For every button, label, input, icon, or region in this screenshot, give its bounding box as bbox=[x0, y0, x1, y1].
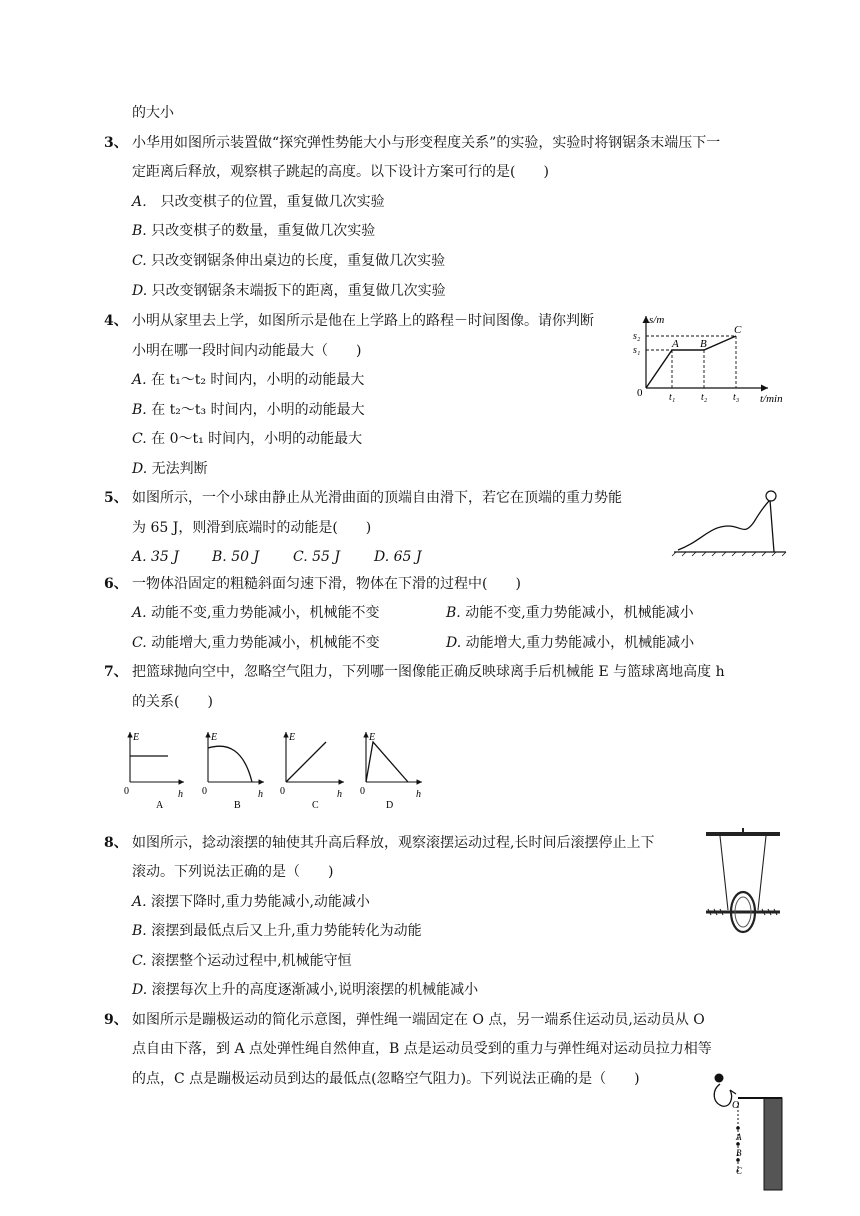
question-8-stem-line-1: 如图所示，捻动滚摆的轴使其升高后释放，观察滚摆运动过程,长时间后滚摆停止上下 bbox=[132, 835, 655, 851]
question-3-option-d[interactable] bbox=[132, 282, 446, 300]
origin-label: 0 bbox=[637, 387, 643, 399]
graph-b-curve bbox=[208, 746, 252, 782]
point-o-label: O bbox=[732, 1100, 740, 1111]
graph-a-origin: 0 bbox=[124, 786, 129, 797]
option-text: 动能增大,重力势能减小，机械能不变 bbox=[151, 635, 380, 651]
option-letter: D. bbox=[132, 283, 148, 299]
graph-c-origin: 0 bbox=[280, 786, 285, 797]
graph-c-ylabel: E bbox=[289, 732, 296, 743]
question-6-option-c[interactable] bbox=[132, 634, 380, 652]
question-5-option-b[interactable]: B. 50 J bbox=[212, 549, 260, 565]
point-c-label: C bbox=[736, 1166, 743, 1176]
t1-label: t₁ bbox=[669, 392, 676, 403]
bungee-figure bbox=[700, 1068, 790, 1194]
option-letter: A． bbox=[132, 194, 157, 210]
path-line bbox=[646, 336, 736, 388]
graph-b-caption: B bbox=[234, 800, 241, 811]
question-8-option-b[interactable] bbox=[132, 922, 422, 940]
graph-d-caption: D bbox=[386, 800, 394, 811]
question-6-option-d[interactable] bbox=[446, 634, 694, 652]
graph-b-ylabel: E bbox=[211, 732, 218, 743]
graph-c-caption: C bbox=[312, 800, 319, 811]
question-4-option-a[interactable] bbox=[132, 371, 364, 389]
question-4-number: 4、 bbox=[104, 313, 128, 329]
graph-a-xlabel: h bbox=[178, 789, 183, 800]
question-8-option-d[interactable] bbox=[132, 981, 478, 999]
option-text: 在 t₁～t₂ 时间内，小明的动能最大 bbox=[151, 372, 365, 388]
option-letter: B. bbox=[132, 402, 147, 418]
option-letter: C. bbox=[132, 953, 147, 969]
question-3-stem-line-2: 定距离后释放，观察棋子跳起的高度。以下设计方案可行的是( ) bbox=[132, 164, 549, 180]
question-3-option-c[interactable] bbox=[132, 252, 445, 270]
ball-icon bbox=[766, 491, 776, 501]
question-6-option-b[interactable] bbox=[446, 604, 694, 622]
continued-text: 的大小 bbox=[132, 105, 174, 121]
option-letter: A. bbox=[132, 894, 147, 910]
jumper-body-icon bbox=[714, 1084, 731, 1106]
question-7-stem-line-1: 把篮球抛向空中，忽略空气阻力，下列哪一图像能正确反映球离手后机械能 E 与篮球离地高度 h bbox=[132, 664, 725, 680]
question-9-number: 9、 bbox=[104, 1012, 128, 1028]
question-4-option-d[interactable] bbox=[132, 460, 208, 478]
graph-c-line bbox=[286, 742, 326, 782]
question-5-option-a[interactable]: A. 35 J bbox=[132, 549, 179, 565]
question-4-option-c[interactable] bbox=[132, 430, 362, 448]
graph-c-xlabel: h bbox=[337, 789, 342, 800]
question-8-option-a[interactable] bbox=[132, 893, 370, 911]
graph-a[interactable] bbox=[124, 732, 184, 811]
question-3-option-a[interactable] bbox=[132, 193, 385, 211]
option-text: 只改变棋子的数量，重复做几次实验 bbox=[151, 223, 376, 239]
option-letter: D. bbox=[132, 461, 148, 477]
t2-label: t₂ bbox=[701, 392, 708, 403]
question-6-option-a[interactable] bbox=[132, 604, 379, 622]
question-9-stem-line-3: 的点，C 点是蹦极运动员到达的最低点(忽略空气阻力)。下列说法正确的是（ ) bbox=[132, 1071, 640, 1087]
option-letter: D. bbox=[446, 635, 462, 651]
question-5-number: 5、 bbox=[104, 490, 128, 506]
question-8-number: 8、 bbox=[104, 835, 128, 851]
option-text: 只改变棋子的位置，重复做几次实验 bbox=[160, 194, 385, 210]
option-letter: C. bbox=[132, 635, 147, 651]
point-b-label: B bbox=[700, 338, 707, 350]
graph-d-line bbox=[366, 742, 408, 782]
curved-slope-figure bbox=[670, 486, 790, 558]
option-letter: B. bbox=[132, 223, 147, 239]
question-5-stem-line-2: 为 65 J，则滑到底端时的动能是( ) bbox=[132, 520, 372, 536]
option-text: 滚摆每次上升的高度逐渐减小,说明滚摆的机械能减小 bbox=[151, 982, 479, 998]
option-text: 在 0～t₁ 时间内，小明的动能最大 bbox=[151, 431, 363, 447]
question-9-stem-line-2: 点自由下落，到 A 点处弹性绳自然伸直，B 点是运动员受到的重力与弹性绳对运动员拉力相等 bbox=[132, 1041, 712, 1057]
graph-b-xlabel: h bbox=[258, 789, 263, 800]
option-text: 滚摆整个运动过程中,机械能守恒 bbox=[151, 953, 352, 969]
s1-label: s₁ bbox=[633, 345, 641, 356]
question-8-stem-line-2: 滚动。下列说法正确的是（ ) bbox=[132, 864, 334, 880]
question-7-stem-line-2: 的关系( ) bbox=[132, 694, 213, 710]
question-5-stem-line-1: 如图所示，一个小球由静止从光滑曲面的顶端自由滑下，若它在顶端的重力势能 bbox=[132, 490, 622, 506]
question-8-option-c[interactable] bbox=[132, 952, 352, 970]
graph-d[interactable] bbox=[360, 732, 422, 811]
s2-label: s₂ bbox=[633, 331, 641, 342]
option-letter: B. bbox=[446, 605, 461, 621]
x-axis-label: t/min bbox=[760, 393, 783, 405]
option-text: 只改变钢锯条末端扳下的距离，重复做几次实验 bbox=[151, 283, 446, 299]
option-text: 滚摆到最低点后又上升,重力势能转化为动能 bbox=[151, 923, 422, 939]
graph-a-caption: A bbox=[156, 800, 164, 811]
option-letter: B. bbox=[132, 923, 147, 939]
question-4-stem-line-2: 小明在哪一段时间内动能最大（ ) bbox=[132, 343, 362, 359]
option-text: 无法判断 bbox=[151, 461, 208, 477]
option-letter: D. bbox=[132, 982, 148, 998]
graph-d-xlabel: h bbox=[416, 789, 421, 800]
distance-time-graph bbox=[632, 310, 802, 410]
question-7-number: 7、 bbox=[104, 664, 128, 680]
graph-b-origin: 0 bbox=[202, 786, 207, 797]
energy-height-graphs bbox=[118, 728, 434, 814]
option-letter: A. bbox=[132, 605, 147, 621]
question-4-stem-line-1: 小明从家里去上学，如图所示是他在上学路上的路程－时间图像。请你判断 bbox=[132, 313, 594, 329]
graph-d-origin: 0 bbox=[360, 786, 365, 797]
point-a-label: A bbox=[672, 338, 679, 350]
point-a-label: A bbox=[736, 1132, 742, 1142]
question-3-number: 3、 bbox=[104, 135, 128, 151]
jumper-head-icon bbox=[715, 1074, 724, 1083]
maxwell-wheel-figure bbox=[700, 826, 786, 934]
question-3-stem-line-1: 小华用如图所示装置做“探究弹性势能大小与形变程度关系”的实验，实验时将钢锯条末端压下一 bbox=[132, 135, 721, 151]
option-text: 动能增大,重力势能减小，机械能减小 bbox=[465, 635, 695, 651]
option-text: 滚摆下降时,重力势能减小,动能减小 bbox=[151, 894, 370, 910]
point-b-label: B bbox=[736, 1148, 742, 1158]
option-text: 只改变钢锯条伸出桌边的长度，重复做几次实验 bbox=[151, 253, 446, 269]
platform bbox=[764, 1098, 782, 1190]
y-axis-label: s/m bbox=[649, 314, 665, 326]
question-4-option-b[interactable] bbox=[132, 401, 365, 419]
graph-c[interactable] bbox=[280, 732, 344, 811]
question-6-number: 6、 bbox=[104, 576, 128, 592]
question-5-option-c[interactable]: C. 55 J bbox=[293, 549, 340, 565]
question-6-stem-line-1: 一物体沿固定的粗糙斜面匀速下滑，物体在下滑的过程中( ) bbox=[132, 576, 521, 592]
graph-a-ylabel: E bbox=[133, 732, 140, 743]
option-text: 动能不变,重力势能减小，机械能减小 bbox=[465, 605, 694, 621]
option-letter: C. bbox=[132, 253, 147, 269]
option-letter: C. bbox=[132, 431, 147, 447]
question-5-option-d[interactable]: D. 65 J bbox=[374, 549, 422, 565]
option-letter: A. bbox=[132, 372, 147, 388]
point-c-label: C bbox=[734, 324, 742, 336]
question-3-option-b[interactable] bbox=[132, 222, 375, 240]
option-text: 在 t₂～t₃ 时间内，小明的动能最大 bbox=[151, 402, 365, 418]
graph-d-ylabel: E bbox=[369, 732, 376, 743]
question-9-stem-line-1: 如图所示是蹦极运动的简化示意图，弹性绳一端固定在 O 点，另一端系住运动员,运动员从 O bbox=[132, 1012, 705, 1028]
graph-b[interactable] bbox=[202, 732, 264, 811]
option-text: 动能不变,重力势能减小，机械能不变 bbox=[151, 605, 380, 621]
t3-label: t₃ bbox=[733, 392, 740, 403]
